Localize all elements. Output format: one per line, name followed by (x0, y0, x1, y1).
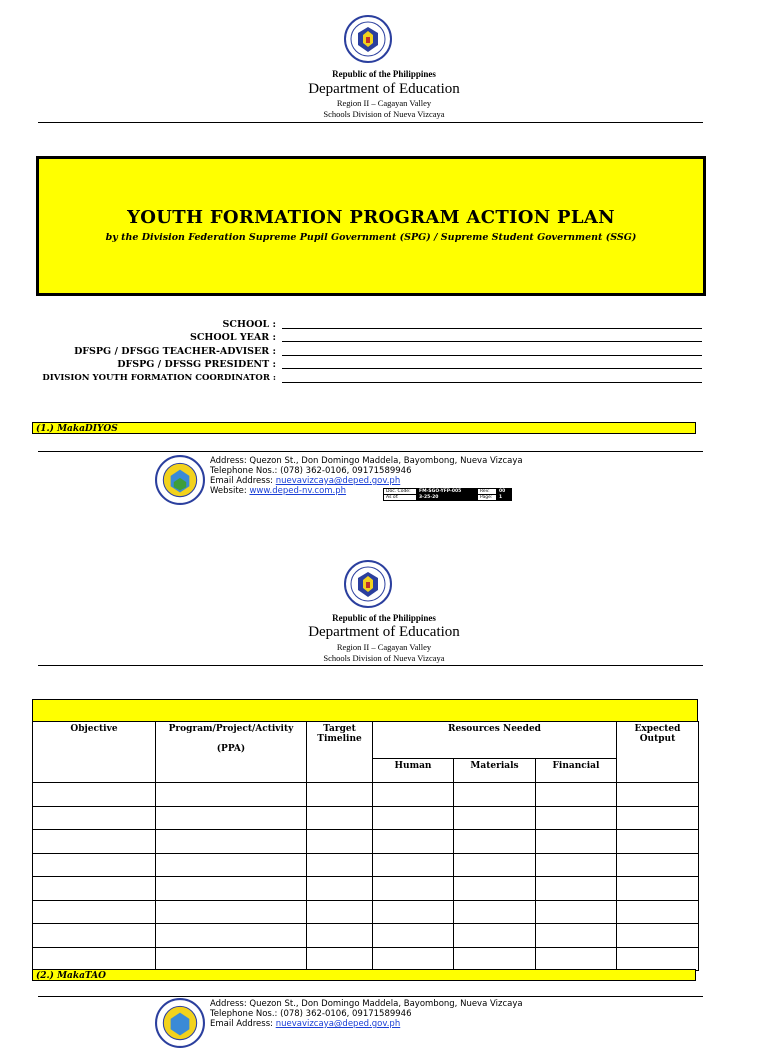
plan-subtitle: by the Division Federation Supreme Pupil Government (SPG) / Supreme Student Government (SSG) (105, 232, 637, 243)
footer-email (210, 1019, 400, 1029)
table-cell[interactable] (156, 924, 307, 948)
table-cell[interactable] (536, 783, 617, 807)
deped-seal-icon (344, 15, 392, 63)
table-cell[interactable] (536, 830, 617, 854)
table-cell[interactable] (536, 853, 617, 877)
deped-nv-logo-icon (155, 998, 205, 1048)
footer-website (210, 486, 346, 496)
section-number: (2.) (36, 971, 54, 981)
table-cell[interactable] (33, 806, 156, 830)
table-cell[interactable] (33, 830, 156, 854)
republic-text: Republic of the Philippines (332, 69, 436, 79)
table-cell[interactable] (617, 783, 699, 807)
table-cell[interactable] (617, 806, 699, 830)
objective-header: Objective (33, 722, 156, 783)
table-cell[interactable] (33, 924, 156, 948)
table-cell[interactable] (454, 947, 536, 971)
website-label: Website: (210, 486, 250, 496)
table-cell[interactable] (156, 853, 307, 877)
section-makatao (32, 969, 696, 981)
doc-code-value: FM-SGO-YFP-005 (417, 489, 478, 495)
materials-header: Materials (454, 759, 536, 783)
footer-telephone: Telephone Nos.: (078) 362-0106, 09171589946 (210, 1009, 412, 1019)
division-text: Schools Division of Nueva Vizcaya (323, 109, 445, 119)
table-cell[interactable] (33, 783, 156, 807)
timeline-header: Target Timeline (307, 722, 373, 783)
table-cell[interactable] (307, 853, 373, 877)
table-row (33, 806, 699, 830)
table-row (33, 924, 699, 948)
footer-address: Address: Quezon St., Don Domingo Maddela, Bayombong, Nueva Vizcaya (210, 456, 523, 466)
footer-address: Address: Quezon St., Don Domingo Maddela, Bayombong, Nueva Vizcaya (210, 999, 523, 1009)
table-cell[interactable] (33, 947, 156, 971)
email-link[interactable]: nuevavizcaya@deped.gov.ph (275, 1019, 401, 1029)
title-banner (36, 156, 706, 296)
email-label: Email Address: (210, 1019, 276, 1029)
school-year-label: SCHOOL YEAR : (189, 332, 276, 343)
table-row (33, 783, 699, 807)
school-field[interactable] (282, 328, 702, 329)
page-label: Page: (478, 495, 497, 501)
table-title-bar (32, 699, 698, 721)
table-cell[interactable] (536, 900, 617, 924)
table-cell[interactable] (33, 853, 156, 877)
output-header: Expected Output (617, 722, 699, 783)
table-cell[interactable] (536, 924, 617, 948)
table-cell[interactable] (454, 806, 536, 830)
table-cell[interactable] (617, 877, 699, 901)
table-cell[interactable] (373, 947, 454, 971)
table-cell[interactable] (373, 924, 454, 948)
table-cell[interactable] (307, 830, 373, 854)
table-cell[interactable] (373, 783, 454, 807)
department-title: Department of Education (308, 624, 460, 640)
table-row (33, 830, 699, 854)
teacher-adviser-label: DFSPG / DFSGG TEACHER-ADVISER : (74, 346, 276, 357)
coordinator-label: DIVISION YOUTH FORMATION COORDINATOR : (42, 373, 276, 383)
coordinator-field[interactable] (282, 382, 702, 383)
footer-email (210, 476, 400, 486)
section-makadiyos (32, 422, 696, 434)
document-control-table (383, 488, 512, 501)
website-link[interactable]: www.deped-nv.com.ph (249, 486, 347, 496)
table-cell[interactable] (307, 900, 373, 924)
table-cell[interactable] (156, 947, 307, 971)
table-cell[interactable] (536, 877, 617, 901)
region-text: Region II – Cagayan Valley (336, 98, 432, 108)
table-cell[interactable] (156, 783, 307, 807)
table-cell[interactable] (454, 830, 536, 854)
as-of-value: 3-25-20 (417, 495, 478, 501)
table-cell[interactable] (454, 900, 536, 924)
table-cell[interactable] (373, 806, 454, 830)
section-number: (1.) (36, 424, 54, 434)
doc-code-label: Doc. Code: (384, 489, 417, 495)
table-cell[interactable] (156, 830, 307, 854)
footer-telephone: Telephone Nos.: (078) 362-0106, 09171589946 (210, 466, 412, 476)
plan-title: YOUTH FORMATION PROGRAM ACTION PLAN (127, 207, 615, 228)
table-cell[interactable] (307, 924, 373, 948)
table-cell[interactable] (454, 877, 536, 901)
republic-text: Republic of the Philippines (332, 613, 436, 623)
deped-seal-icon (344, 560, 392, 608)
table-cell[interactable] (454, 924, 536, 948)
table-cell[interactable] (373, 830, 454, 854)
teacher-adviser-field[interactable] (282, 355, 702, 356)
email-link[interactable]: nuevavizcaya@deped.gov.ph (275, 476, 401, 486)
footer-divider (38, 996, 703, 997)
table-cell[interactable] (373, 900, 454, 924)
deped-nv-logo-icon (155, 455, 205, 505)
section-name: MakaDIYOS (57, 424, 118, 434)
table-cell[interactable] (156, 806, 307, 830)
table-cell[interactable] (617, 924, 699, 948)
table-row (33, 853, 699, 877)
table-cell[interactable] (617, 853, 699, 877)
table-row (33, 947, 699, 971)
table-cell[interactable] (617, 947, 699, 971)
page-value: 1 (497, 495, 512, 501)
resources-header: Resources Needed (373, 722, 617, 759)
table-cell[interactable] (536, 947, 617, 971)
table-cell[interactable] (307, 806, 373, 830)
table-cell[interactable] (307, 783, 373, 807)
action-plan-table (32, 721, 699, 971)
table-cell[interactable] (307, 877, 373, 901)
ppa-header: Program/Project/Activity (PPA) (156, 722, 307, 783)
region-text: Region II – Cagayan Valley (336, 642, 432, 652)
table-cell[interactable] (156, 877, 307, 901)
table-cell[interactable] (156, 900, 307, 924)
table-row (33, 877, 699, 901)
rev-label: Rev: (478, 489, 497, 495)
division-text: Schools Division of Nueva Vizcaya (323, 653, 445, 663)
table-cell[interactable] (373, 853, 454, 877)
header-divider (38, 665, 703, 666)
header-divider (38, 122, 703, 123)
table-row (33, 900, 699, 924)
human-header: Human (373, 759, 454, 783)
table-cell[interactable] (454, 783, 536, 807)
table-cell[interactable] (454, 853, 536, 877)
table-cell[interactable] (536, 806, 617, 830)
rev-value: 00 (497, 489, 512, 495)
table-cell[interactable] (617, 830, 699, 854)
president-label: DFSPG / DFSSG PRESIDENT : (117, 359, 276, 370)
school-year-field[interactable] (282, 341, 702, 342)
table-cell[interactable] (617, 900, 699, 924)
department-title: Department of Education (308, 81, 460, 97)
section-name: MakaTAO (57, 971, 106, 981)
table-cell[interactable] (33, 900, 156, 924)
school-label: SCHOOL : (222, 319, 276, 330)
table-cell[interactable] (33, 877, 156, 901)
financial-header: Financial (536, 759, 617, 783)
email-label: Email Address: (210, 476, 276, 486)
table-cell[interactable] (307, 947, 373, 971)
president-field[interactable] (282, 368, 702, 369)
as-of-label: As of: (384, 495, 417, 501)
footer-divider (38, 451, 703, 452)
table-cell[interactable] (373, 877, 454, 901)
